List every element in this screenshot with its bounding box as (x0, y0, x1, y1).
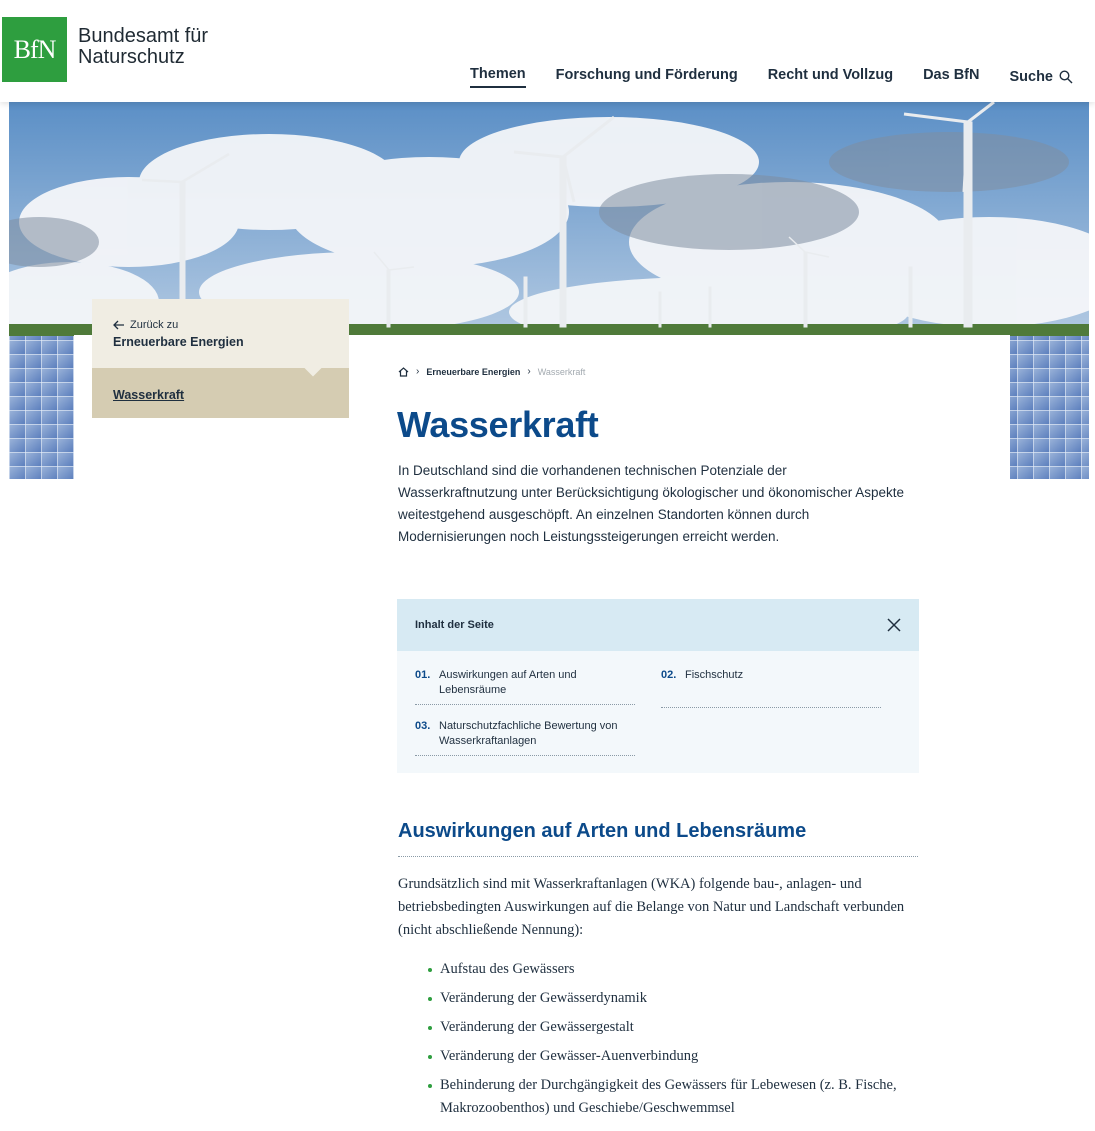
search-label: Suche (1009, 69, 1053, 85)
toc-item-1[interactable] (415, 668, 635, 705)
logo-text: BfN (13, 34, 56, 64)
org-name-line1: Bundesamt für (78, 25, 209, 47)
back-link[interactable] (113, 319, 329, 331)
list-item: Veränderung der Gewässer-Auenverbindung (426, 1045, 916, 1068)
arrow-left-icon (113, 320, 125, 330)
list-item: Veränderung der Gewässergestalt (426, 1016, 916, 1039)
breadcrumb (398, 366, 585, 377)
toc-title: Inhalt der Seite (415, 619, 494, 631)
org-name[interactable] (78, 26, 208, 68)
breadcrumb-separator-icon: › (527, 366, 531, 377)
close-icon[interactable] (887, 618, 901, 632)
section-text: Grundsätzlich sind mit Wasserkraftanlagen (WKA) folgende bau-, anlagen- und betriebsbedingten Auswirkungen auf die Belange von Natur und Landschaft verbunden (nicht abschließende Nennung): (398, 876, 905, 938)
parent-section-link[interactable]: Erneuerbare Energien (113, 335, 244, 349)
breadcrumb-item-erneuerbare[interactable]: Erneuerbare Energien (426, 366, 521, 377)
table-of-contents (397, 599, 919, 773)
toc-item-label: Naturschutzfachliche Bewertung von Wasserkraftanlagen (439, 720, 618, 747)
bfn-logo[interactable] (2, 17, 67, 82)
intro-text: In Deutschland sind die vorhandenen technischen Potenziale der Wasserkraftnutzung unter Berücksichtigung ökologischer und ökonomischer Aspekte weitestgehend ausgeschöpft. An einzelnen Standorten können durch Modernisierungen noch Leistungssteigerungen erreicht werden. (398, 463, 905, 544)
search-icon (1059, 70, 1073, 84)
section-nav (92, 299, 349, 418)
back-link-label: Zurück zu (130, 319, 179, 331)
toc-item-2[interactable] (661, 668, 881, 708)
section-nav-parent (92, 299, 349, 368)
home-icon[interactable] (398, 367, 409, 377)
section-nav-current (92, 368, 349, 418)
nav-item-forschung[interactable]: Forschung und Förderung (555, 67, 738, 83)
page-title: Wasserkraft (397, 404, 599, 445)
list-item: Behinderung der Durchgängigkeit des Gewässers für Lebewesen (z. B. Fische, Makrozoobenthos) und Geschiebe/Geschwemmsel (426, 1074, 916, 1120)
nav-item-themen[interactable]: Themen (470, 66, 526, 88)
main-nav (440, 66, 1073, 88)
breadcrumb-separator-icon: › (416, 366, 420, 377)
org-name-line2: Naturschutz (78, 46, 185, 68)
list-item: Aufstau des Gewässers (426, 958, 916, 981)
toc-item-number: 03. (415, 720, 431, 732)
list-item: Veränderung der Gewässerdynamik (426, 987, 916, 1010)
toc-item-label: Auswirkungen auf Arten und Lebensräume (439, 669, 577, 696)
toc-header[interactable] (397, 599, 919, 651)
site-header (0, 0, 1095, 102)
toc-item-3[interactable] (415, 719, 635, 756)
toc-item-label: Fischschutz (685, 669, 744, 681)
breadcrumb-item-current: Wasserkraft (537, 366, 586, 377)
toc-item-number: 01. (415, 669, 431, 681)
toc-item-number: 02. (661, 669, 677, 681)
nav-item-das-bfn[interactable]: Das BfN (923, 67, 980, 83)
impact-list (426, 958, 916, 1126)
nav-item-recht[interactable]: Recht und Vollzug (767, 67, 894, 83)
current-page-link[interactable]: Wasserkraft (113, 388, 185, 402)
section-heading: Auswirkungen auf Arten und Lebensräume (398, 820, 918, 857)
search-button[interactable] (1009, 69, 1073, 85)
